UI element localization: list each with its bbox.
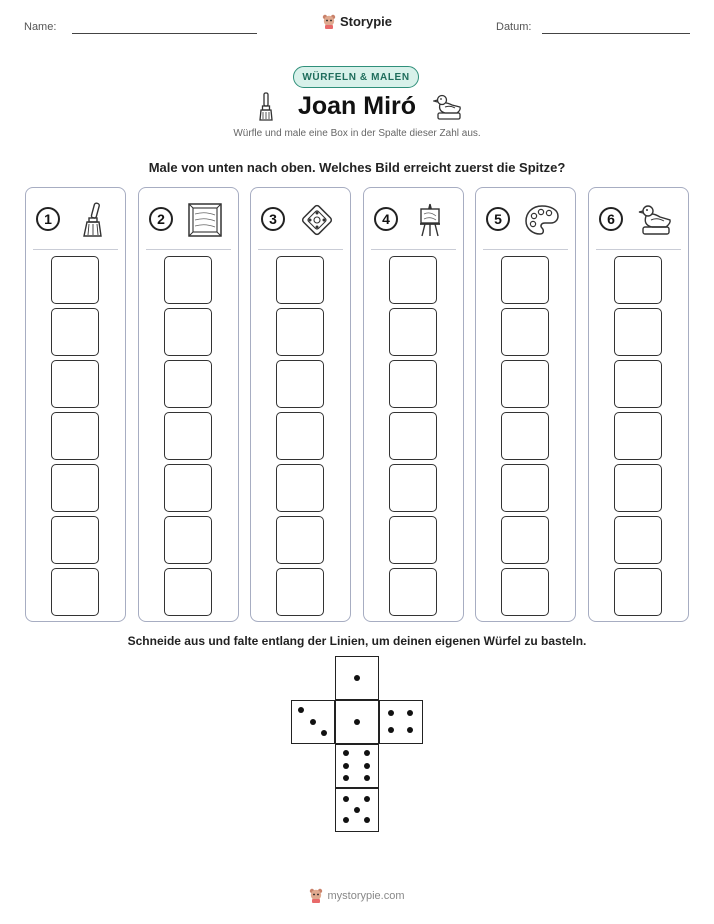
die-pip: [364, 763, 370, 769]
coloring-box[interactable]: [501, 256, 549, 304]
coloring-box[interactable]: [164, 308, 212, 356]
bird-sculpture-icon: [637, 202, 673, 238]
coloring-box[interactable]: [389, 308, 437, 356]
footer: [0, 888, 714, 906]
coloring-box[interactable]: [389, 412, 437, 460]
column-4: [363, 187, 464, 622]
brand-logo: [0, 14, 714, 32]
die-pip: [343, 775, 349, 781]
bear-mascot-icon: [309, 888, 323, 903]
die-pip: [343, 763, 349, 769]
die-pip: [343, 796, 349, 802]
coloring-box[interactable]: [51, 360, 99, 408]
coloring-box[interactable]: [614, 568, 662, 616]
die-pip: [321, 730, 327, 736]
coloring-box[interactable]: [389, 568, 437, 616]
coloring-box[interactable]: [276, 256, 324, 304]
die-pip: [310, 719, 316, 725]
die-pip: [364, 817, 370, 823]
coloring-box[interactable]: [276, 360, 324, 408]
column-3: [250, 187, 351, 622]
column-2: [138, 187, 239, 622]
paint-palette-icon: [524, 202, 560, 238]
column-number: 3: [261, 207, 285, 231]
die-pip: [354, 719, 360, 725]
die-pip: [343, 750, 349, 756]
name-line: [72, 33, 257, 34]
cut-instruction: Schneide aus und falte entlang der Linien, um deinen eigenen Würfel zu basteln.: [127, 634, 587, 648]
column-5: [475, 187, 576, 622]
coloring-box[interactable]: [501, 464, 549, 512]
die-pip: [407, 727, 413, 733]
coloring-box[interactable]: [614, 412, 662, 460]
picture-frame-icon: [187, 202, 223, 238]
coloring-box[interactable]: [51, 568, 99, 616]
die-face-3: [291, 700, 335, 744]
coloring-box[interactable]: [276, 308, 324, 356]
column-divider: [371, 249, 456, 250]
name-label: Name:: [24, 21, 57, 33]
page-title: Joan Miró: [297, 92, 417, 120]
column-number: 5: [486, 207, 510, 231]
coloring-box[interactable]: [501, 308, 549, 356]
date-label: Datum:: [496, 21, 532, 33]
coloring-box[interactable]: [51, 308, 99, 356]
die-pip: [298, 707, 304, 713]
die-pip: [364, 750, 370, 756]
mosaic-tile-icon: [299, 202, 335, 238]
column-divider: [596, 249, 681, 250]
coloring-box[interactable]: [501, 360, 549, 408]
coloring-box[interactable]: [164, 516, 212, 564]
die-pip: [388, 710, 394, 716]
column-number: 6: [599, 207, 623, 231]
column-divider: [33, 249, 118, 250]
coloring-box[interactable]: [614, 464, 662, 512]
coloring-box[interactable]: [164, 412, 212, 460]
column-1: [25, 187, 126, 622]
die-face-1: [335, 656, 379, 700]
coloring-box[interactable]: [51, 516, 99, 564]
die-face-5: [335, 788, 379, 832]
coloring-box[interactable]: [51, 256, 99, 304]
coloring-box[interactable]: [389, 516, 437, 564]
die-face-1: [335, 700, 379, 744]
column-6: [588, 187, 689, 622]
coloring-box[interactable]: [164, 464, 212, 512]
coloring-box[interactable]: [164, 360, 212, 408]
coloring-box[interactable]: [614, 516, 662, 564]
brand-name: Storypie: [339, 14, 392, 29]
coloring-box[interactable]: [276, 412, 324, 460]
coloring-box[interactable]: [501, 516, 549, 564]
column-divider: [483, 249, 568, 250]
coloring-box[interactable]: [614, 360, 662, 408]
coloring-box[interactable]: [276, 568, 324, 616]
coloring-box[interactable]: [51, 464, 99, 512]
coloring-box[interactable]: [614, 256, 662, 304]
footer-url: mystorypie.com: [327, 889, 405, 902]
die-face-6: [335, 744, 379, 788]
paintbrush-icon: [74, 202, 110, 238]
coloring-box[interactable]: [614, 308, 662, 356]
coloring-box[interactable]: [276, 516, 324, 564]
die-pip: [407, 710, 413, 716]
coloring-box[interactable]: [164, 256, 212, 304]
easel-icon: [412, 202, 448, 238]
column-number: 1: [36, 207, 60, 231]
die-pip: [354, 807, 360, 813]
subtitle: Würfle und male eine Box in der Spalte dieser Zahl aus.: [233, 128, 481, 139]
column-number: 4: [374, 207, 398, 231]
coloring-box[interactable]: [51, 412, 99, 460]
die-pip: [388, 727, 394, 733]
bear-mascot-icon: [322, 14, 336, 29]
coloring-box[interactable]: [389, 256, 437, 304]
coloring-box[interactable]: [389, 360, 437, 408]
die-face-4: [379, 700, 423, 744]
coloring-box[interactable]: [501, 412, 549, 460]
bird-sculpture-icon: [433, 93, 463, 121]
coloring-box[interactable]: [389, 464, 437, 512]
coloring-box[interactable]: [501, 568, 549, 616]
die-pip: [343, 817, 349, 823]
die-pip: [354, 675, 360, 681]
die-pip: [364, 796, 370, 802]
column-divider: [258, 249, 343, 250]
column-number: 2: [149, 207, 173, 231]
coloring-box[interactable]: [276, 464, 324, 512]
instruction: Male von unten nach oben. Welches Bild erreicht zuerst die Spitze?: [148, 160, 566, 175]
activity-badge: WÜRFELN & MALEN: [293, 66, 419, 88]
date-line: [542, 33, 690, 34]
column-divider: [146, 249, 231, 250]
die-pip: [364, 775, 370, 781]
coloring-box[interactable]: [164, 568, 212, 616]
